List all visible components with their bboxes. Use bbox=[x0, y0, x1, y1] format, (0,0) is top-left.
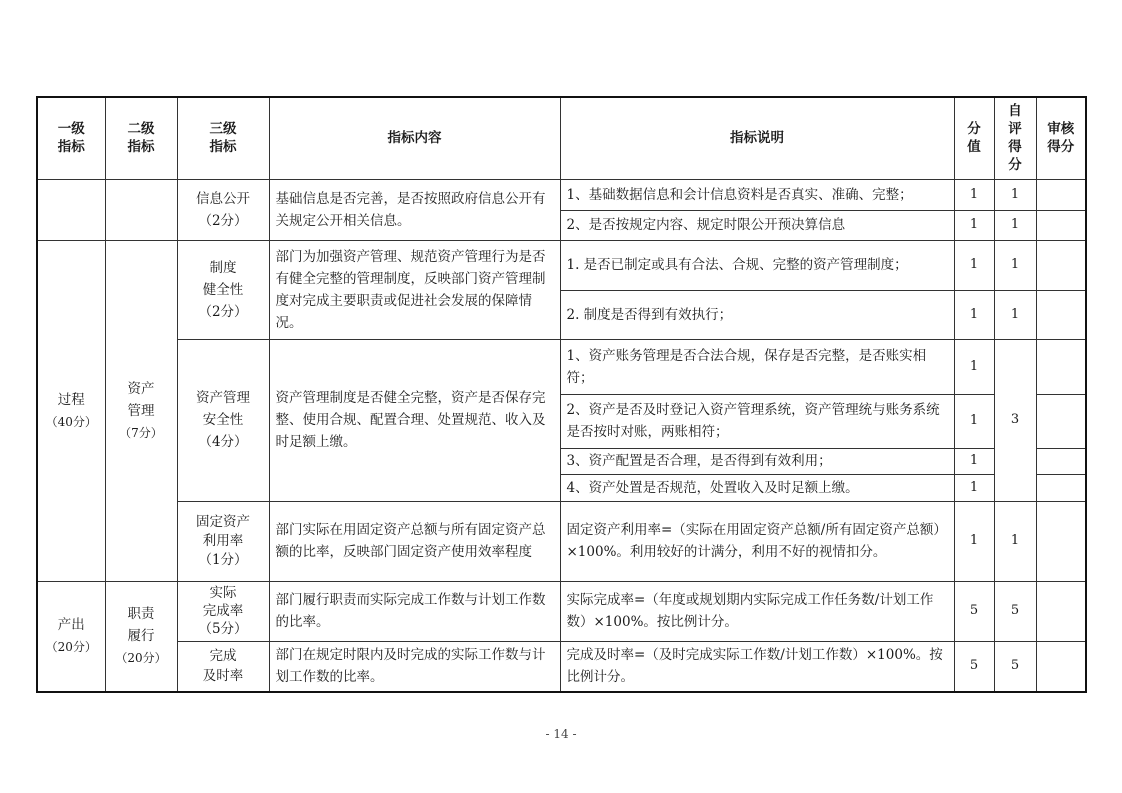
content-system-soundness: 部门为加强资产管理、规范资产管理行为是否有健全完整的管理制度，反映部门资产管理制度对完成主要职责或促进社会发展的保障情况。 bbox=[269, 240, 560, 339]
audit-score-cell[interactable] bbox=[1036, 210, 1086, 240]
header-self-score: 自评得分 bbox=[994, 97, 1036, 179]
audit-score-cell[interactable] bbox=[1036, 501, 1086, 581]
self-score-cell: 1 bbox=[994, 240, 1036, 290]
level3-asset-security: 资产管理 安全性 （4分） bbox=[177, 339, 269, 501]
level3-info-disclosure: 信息公开 （2分） bbox=[177, 179, 269, 240]
score-cell: 1 bbox=[954, 179, 994, 210]
page-number: - 14 - bbox=[545, 727, 577, 741]
header-row bbox=[37, 97, 1086, 179]
self-score-cell: 5 bbox=[994, 641, 1036, 692]
table-row bbox=[37, 641, 1086, 692]
audit-score-cell[interactable] bbox=[1036, 474, 1086, 501]
header-level2: 二级指标 bbox=[105, 97, 177, 179]
score-cell: 5 bbox=[954, 641, 994, 692]
description-cell: 3、资产配置是否合理，是否得到有效利用； bbox=[560, 448, 954, 474]
table-row bbox=[37, 581, 1086, 641]
audit-score-cell[interactable] bbox=[1036, 179, 1086, 210]
description-cell: 2、是否按规定内容、规定时限公开预决算信息 bbox=[560, 210, 954, 240]
audit-score-cell[interactable] bbox=[1036, 641, 1086, 692]
evaluation-table bbox=[36, 96, 1087, 693]
description-cell: 2、资产是否及时登记入资产管理系统，资产管理统与账务系统是否按时对账，两账相符； bbox=[560, 394, 954, 448]
header-score: 分值 bbox=[954, 97, 994, 179]
header-level3: 三级指标 bbox=[177, 97, 269, 179]
score-cell: 1 bbox=[954, 339, 994, 394]
table-row bbox=[37, 339, 1086, 394]
level1-output: 产出 （20分） bbox=[37, 581, 105, 692]
level2-asset-management: 资产 管理 （7分） bbox=[105, 240, 177, 581]
content-info-disclosure: 基础信息是否完善，是否按照政府信息公开有关规定公开相关信息。 bbox=[269, 179, 560, 240]
audit-score-cell[interactable] bbox=[1036, 339, 1086, 394]
score-cell: 1 bbox=[954, 448, 994, 474]
table-row bbox=[37, 501, 1086, 581]
audit-score-cell[interactable] bbox=[1036, 448, 1086, 474]
audit-score-cell[interactable] bbox=[1036, 240, 1086, 290]
header-description: 指标说明 bbox=[560, 97, 954, 179]
self-score-cell-merged: 3 bbox=[994, 339, 1036, 501]
content-asset-security: 资产管理制度是否健全完整，资产是否保存完整、使用合规、配置合理、处置规范、收入及时足额上缴。 bbox=[269, 339, 560, 501]
content-timely-completion: 部门在规定时限内及时完成的实际工作数与计划工作数的比率。 bbox=[269, 641, 560, 692]
header-content: 指标内容 bbox=[269, 97, 560, 179]
audit-score-cell[interactable] bbox=[1036, 581, 1086, 641]
level3-actual-completion: 实际 完成率 （5分） bbox=[177, 581, 269, 641]
description-cell: 2. 制度是否得到有效执行； bbox=[560, 290, 954, 339]
score-cell: 5 bbox=[954, 581, 994, 641]
audit-score-cell[interactable] bbox=[1036, 290, 1086, 339]
header-audit-score: 审核得分 bbox=[1036, 97, 1086, 179]
score-cell: 1 bbox=[954, 240, 994, 290]
description-cell: 4、资产处置是否规范，处置收入及时足额上缴。 bbox=[560, 474, 954, 501]
description-cell: 1、基础数据信息和会计信息资料是否真实、准确、完整； bbox=[560, 179, 954, 210]
score-cell: 1 bbox=[954, 394, 994, 448]
level1-cell-empty bbox=[37, 179, 105, 240]
level3-timely-completion: 完成 及时率 bbox=[177, 641, 269, 692]
level2-duty-fulfillment: 职责 履行 （20分） bbox=[105, 581, 177, 692]
header-level1: 一级指标 bbox=[37, 97, 105, 179]
content-actual-completion: 部门履行职责而实际完成工作数与计划工作数的比率。 bbox=[269, 581, 560, 641]
self-score-cell: 1 bbox=[994, 210, 1036, 240]
description-cell: 完成及时率=（及时完成实际工作数/计划工作数）×100%。按比例计分。 bbox=[560, 641, 954, 692]
table-row bbox=[37, 179, 1086, 210]
self-score-cell: 1 bbox=[994, 290, 1036, 339]
level3-fixed-asset-utilization: 固定资产 利用率 （1分） bbox=[177, 501, 269, 581]
table-row bbox=[37, 240, 1086, 290]
level1-process: 过程 （40分） bbox=[37, 240, 105, 581]
description-cell: 固定资产利用率=（实际在用固定资产总额/所有固定资产总额）×100%。利用较好的计满分，利用不好的视情扣分。 bbox=[560, 501, 954, 581]
self-score-cell: 1 bbox=[994, 179, 1036, 210]
score-cell: 1 bbox=[954, 210, 994, 240]
content-fixed-asset-utilization: 部门实际在用固定资产总额与所有固定资产总额的比率，反映部门固定资产使用效率程度 bbox=[269, 501, 560, 581]
description-cell: 实际完成率=（年度或规划期内实际完成工作任务数/计划工作数）×100%。按比例计分。 bbox=[560, 581, 954, 641]
description-cell: 1、资产账务管理是否合法合规，保存是否完整，是否账实相符； bbox=[560, 339, 954, 394]
level3-system-soundness: 制度 健全性 （2分） bbox=[177, 240, 269, 339]
self-score-cell: 1 bbox=[994, 501, 1036, 581]
score-cell: 1 bbox=[954, 290, 994, 339]
self-score-cell: 5 bbox=[994, 581, 1036, 641]
audit-score-cell[interactable] bbox=[1036, 394, 1086, 448]
score-cell: 1 bbox=[954, 474, 994, 501]
description-cell: 1. 是否已制定或具有合法、合规、完整的资产管理制度； bbox=[560, 240, 954, 290]
score-cell: 1 bbox=[954, 501, 994, 581]
level2-cell-empty bbox=[105, 179, 177, 240]
